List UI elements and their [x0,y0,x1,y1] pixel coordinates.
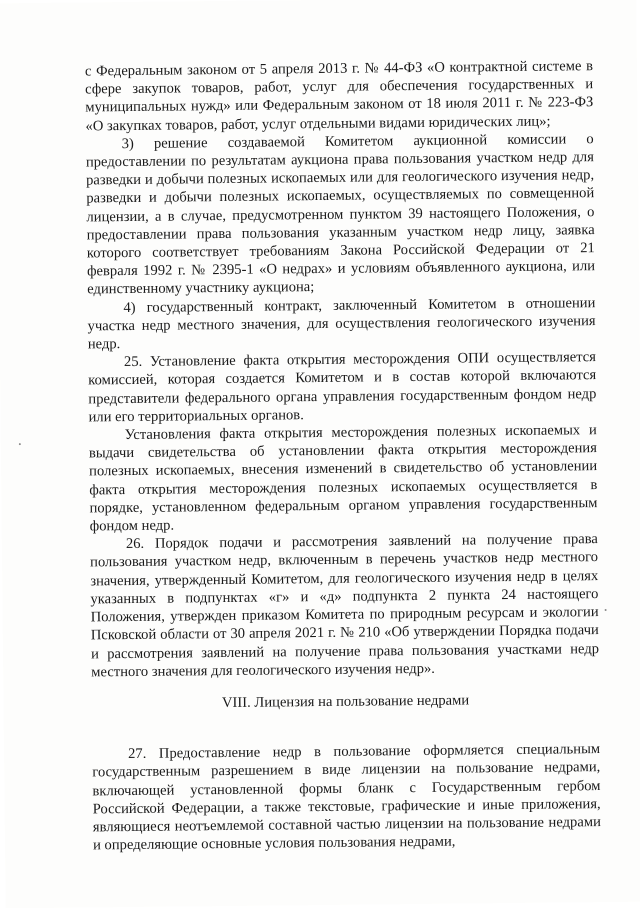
paragraph-27: 27. Предоставление недр в пользование оформляется специальным государственным разрешением в виде лицензии на пользование недрами, включающей установленной формы бланк с Государственным гербом Российской Федерации, а также текстовые, графические и иные приложения, являющиеся неотъемлемой составной частью лицензии на пользование недрами и определяющие основные условия пользования недрами, [92,741,601,854]
paragraph-continuation: с Федеральным законом от 5 апреля 2013 г. № 44-ФЗ «О контрактной системе в сфере закупок товаров, работ, услуг для обеспечения государственных и муниципальных нужд» или Федеральным законом от 18 июля 2011 г. № 223-ФЗ «О закупках товаров, работ, услуг отдельными видами юридических лиц»; [84,58,594,135]
paragraph-25-continued: Установления факта открытия месторождения полезных ископаемых и выдачи свидетельства об установлении факта открытия месторождения полезных ископаемых, внесения изменений в свидетельство об установлении факта открытия месторождения полезных ископаемых осуществляется в порядке, установленном федеральным органом управления государственным фондом недр. [88,422,598,535]
paragraph-item-4: 4) государственный контракт, заключенный Комитетом в отношении участка недр местного значения, для осуществления геологического изучения недр. [87,294,596,353]
paragraph-item-3: 3) решение создаваемой Комитетом аукционной комиссии о предоставлении по результатам аукциона права пользования участком недр для разведки и добычи полезных ископаемых или для геологического изучения недр, разведки и добычи полезных ископаемых, осуществляемых по совмещенной лицензии, а в случае, предусмотренном пунктом 39 настоящего Положения, о предоставлении права пользования указанным участком недр лицу, заявка которого соответствует требованиям Закона Российской Федерации от 21 февраля 1992 г. № 2395-1 «О недрах» и условиям объявленного аукциона, или единственному участнику аукциона; [85,130,596,298]
section-heading: VIII. Лицензия на пользование недрами [221,692,470,711]
paragraph-26: 26. Порядок подачи и рассмотрения заявлений на получение права пользования участком недр, включенным в перечень участков недр местного значения, утвержденный Комитетом, для геологического изучения недр в целях указанных в подпунктах «г» и «д» подпункта 2 пункта 24 настоящего Положения, утвержден приказом Комитета по природным ресурсам и экологии Псковской области от 30 апреля 2021 г. № 210 «Об утверждении Порядка подачи и рассмотрения заявлений на получение права пользования участками недр местного значения для геологического изучения недр». [90,531,600,681]
paragraph-25: 25. Установление факта открытия месторождения ОПИ осуществляется комиссией, которая создается Комитетом и в состав которой включаются представители федерального органа управления государственным фондом недр или его территориальных органов. [88,349,597,426]
document-body [85,57,601,855]
scan-speck [19,443,21,445]
scan-speck [605,609,607,611]
